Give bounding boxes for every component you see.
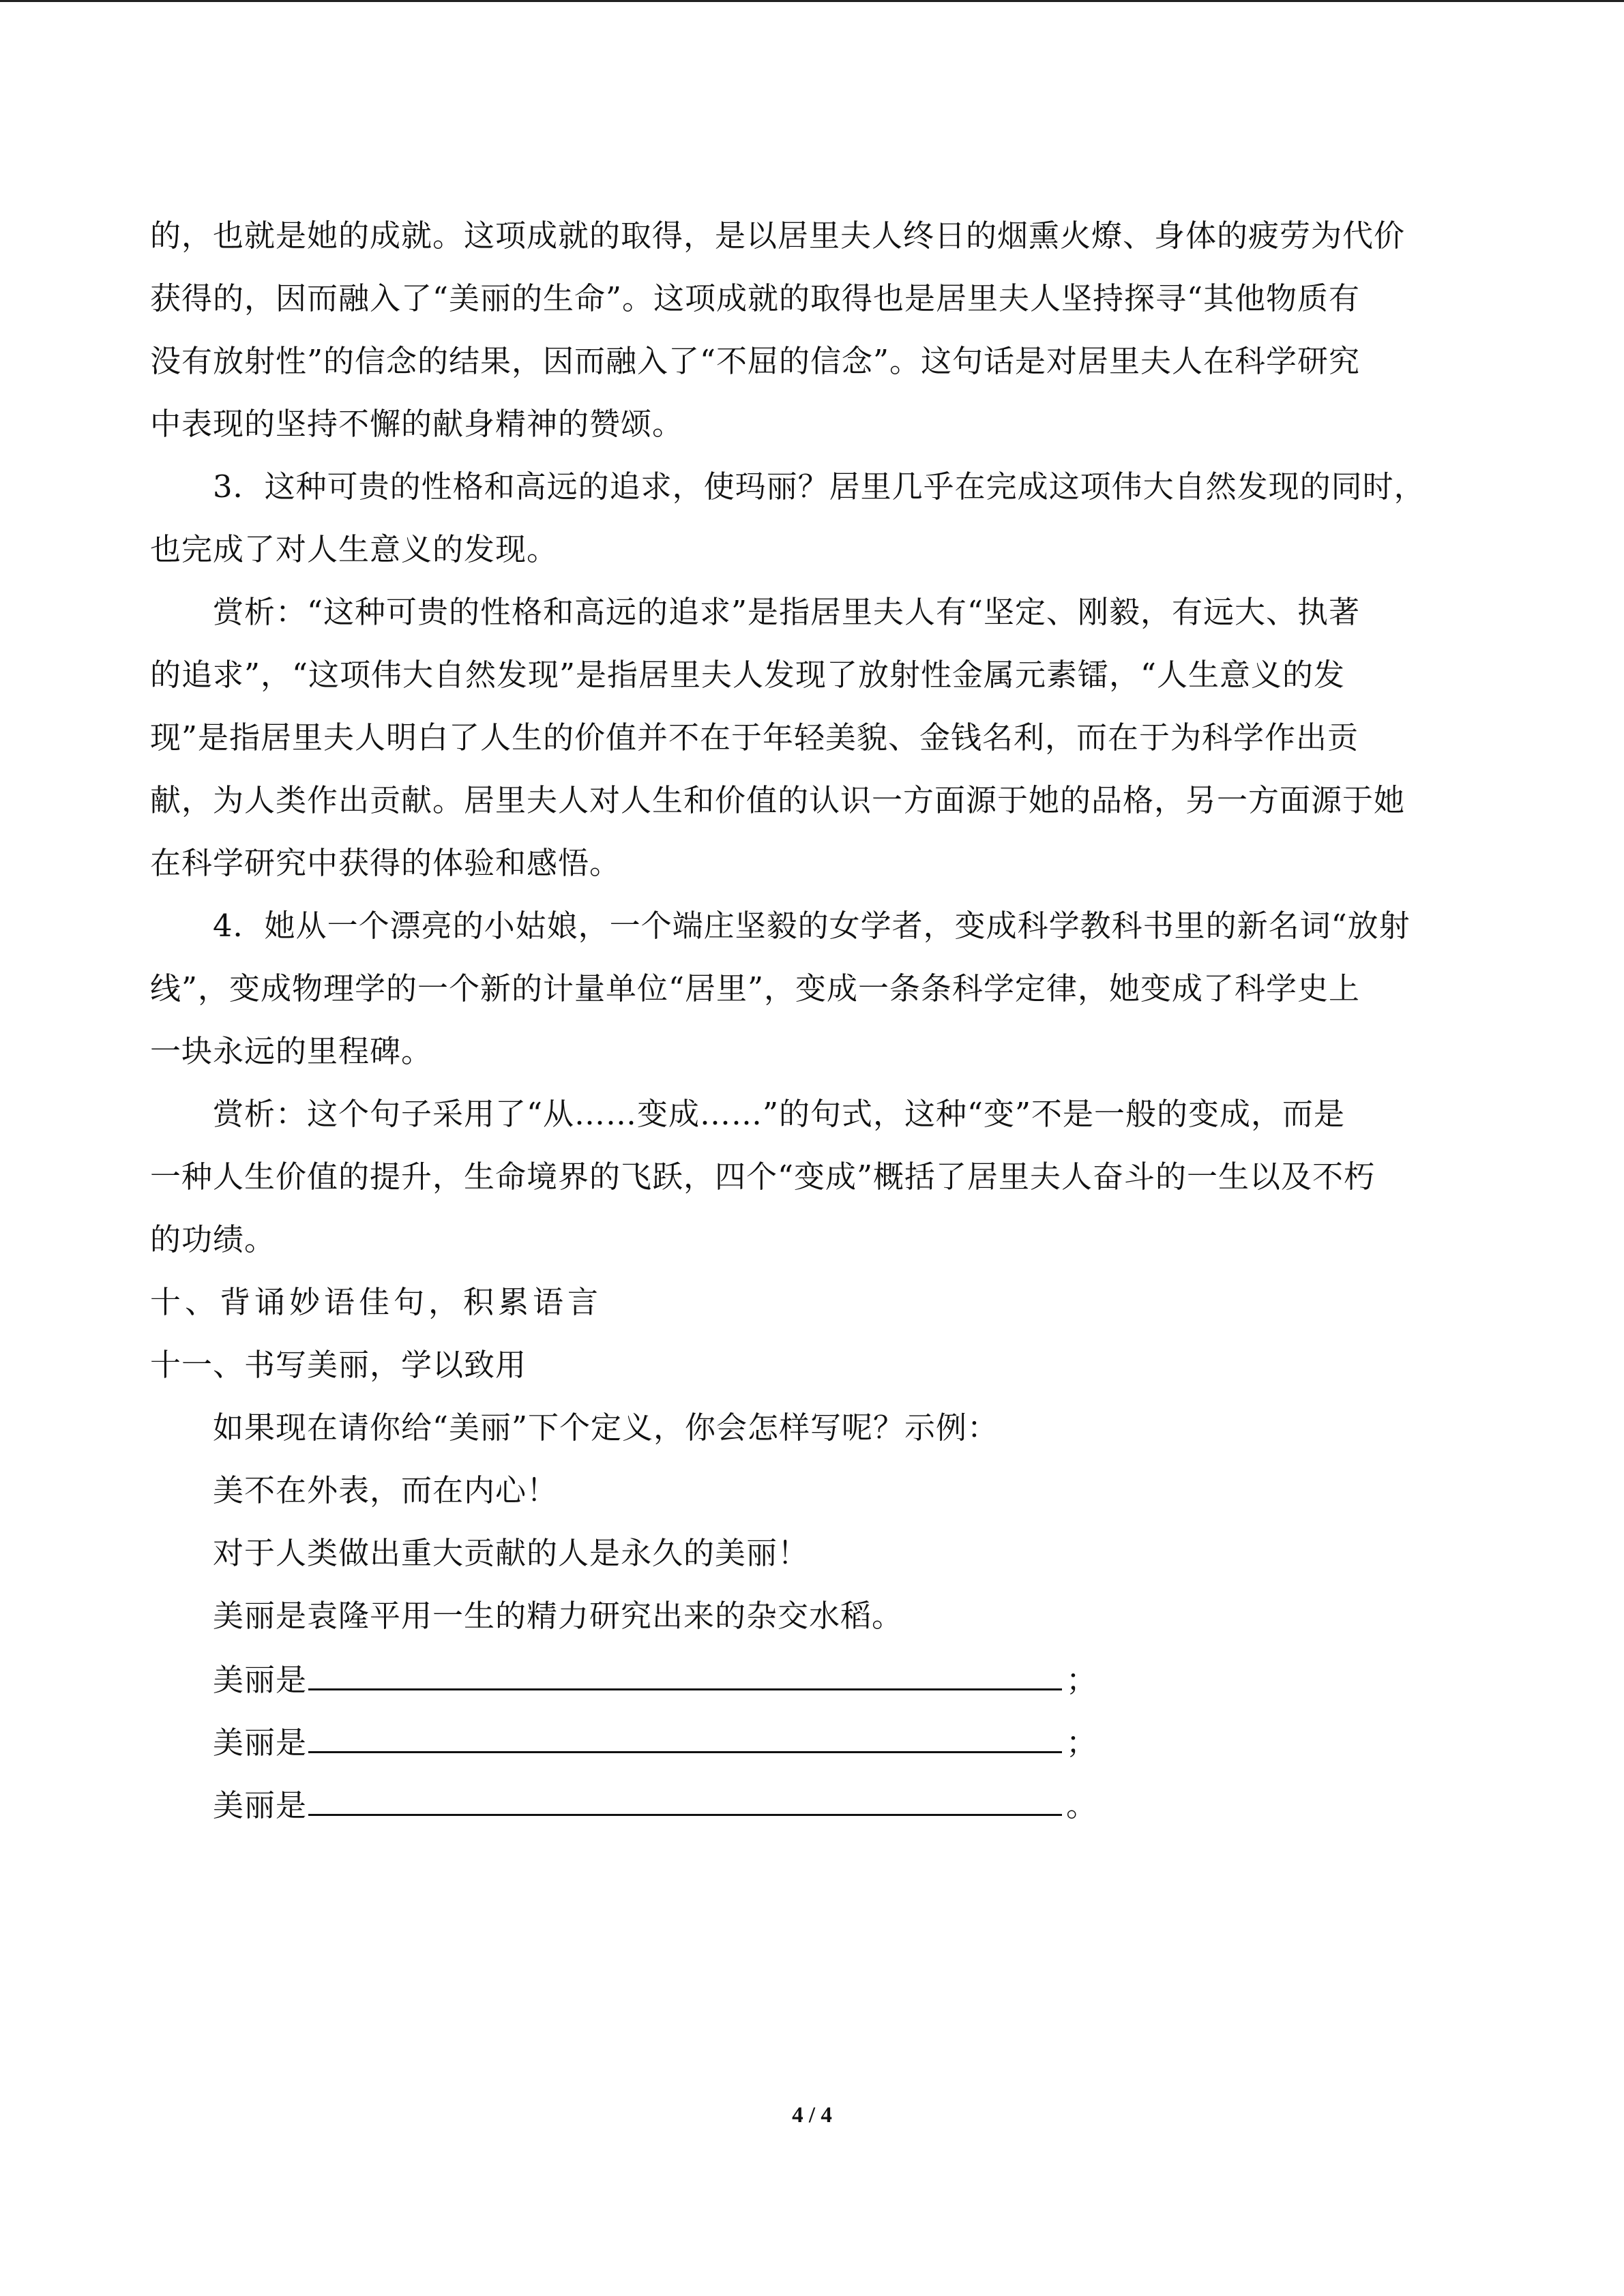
exercise-prompt: 如果现在请你给“美丽”下个定义，你会怎样写呢？示例： [213, 1410, 999, 1446]
paragraph-analysis-3 [150, 581, 1473, 895]
text-line: 现”是指居里夫人明白了人生的价值并不在于年轻美貌、金钱名利，而在于为科学作出贡 [150, 719, 1359, 756]
fill-in-row-2 [150, 1710, 1473, 1773]
text-line: 一种人生价值的提升，生命境界的飞跃，四个“变成”概括了居里夫人奋斗的一生以及不朽 [150, 1159, 1376, 1195]
text-line: 一块永远的里程碑。 [150, 1033, 433, 1069]
text-line: 也完成了对人生意义的发现。 [150, 531, 559, 567]
document-page [150, 205, 1473, 1836]
text-line: 线”，变成物理学的一个新的计量单位“居里”，变成一条条科学定律，她变成了科学史上 [150, 970, 1361, 1007]
section-heading-eleven: 十一、书写美丽，学以致用 [150, 1347, 527, 1383]
text-line: 没有放射性”的信念的结果，因而融入了“不屈的信念”。这句话是对居里夫人在科学研究 [150, 343, 1361, 379]
fill-in-label: 美丽是 [213, 1725, 308, 1761]
paragraph-analysis-4 [150, 1083, 1473, 1271]
text-line: 赏析：“这种可贵的性格和高远的追求”是指居里夫人有“坚定、刚毅，有远大、执著 [213, 594, 1361, 630]
paragraph-item-3 [150, 456, 1473, 581]
text-line: 中表现的坚持不懈的献身精神的赞颂。 [150, 406, 684, 442]
top-border-rule [0, 0, 1624, 2]
fill-in-punctuation: ； [1066, 1662, 1098, 1698]
page-number: 4 / 4 [792, 2103, 832, 2128]
text-line: 的功绩。 [150, 1221, 276, 1257]
section-heading-ten: 十、背诵妙语佳句，积累语言 [150, 1284, 603, 1320]
text-line: 在科学研究中获得的体验和感悟。 [150, 845, 621, 881]
answer-blank[interactable] [308, 1710, 1062, 1753]
fill-in-punctuation: ； [1066, 1725, 1098, 1761]
paragraph-1 [150, 205, 1473, 456]
text-line: 献，为人类作出贡献。居里夫人对人生和价值的认识一方面源于她的品格，另一方面源于她 [150, 782, 1406, 818]
text-line: 的追求”，“这项伟大自然发现”是指居里夫人发现了放射性金属元素镭，“人生意义的发 [150, 657, 1346, 693]
text-line: 赏析：这个句子采用了“从……变成……”的句式，这种“变”不是一般的变成，而是 [213, 1096, 1346, 1132]
text-line: 4．她从一个漂亮的小姑娘，一个端庄坚毅的女学者，变成科学教科书里的新名词“放射 [213, 908, 1411, 944]
answer-blank[interactable] [308, 1773, 1062, 1816]
answer-blank[interactable] [308, 1648, 1062, 1690]
fill-in-punctuation: 。 [1066, 1787, 1098, 1823]
fill-in-row-1 [150, 1648, 1473, 1710]
fill-in-row-3 [150, 1773, 1473, 1836]
text-line: 获得的，因而融入了“美丽的生命”。这项成就的取得也是居里夫人坚持探寻“其他物质有 [150, 280, 1361, 316]
text-line: 3．这种可贵的性格和高远的追求，使玛丽？居里几乎在完成这项伟大自然发现的同时， [213, 468, 1426, 505]
fill-in-label: 美丽是 [213, 1787, 308, 1823]
example-sentence: 美不在外表，而在内心！ [213, 1472, 559, 1508]
text-line: 的，也就是她的成就。这项成就的取得，是以居里夫人终日的烟熏火燎、身体的疲劳为代价 [150, 218, 1406, 254]
example-sentence: 对于人类做出重大贡献的人是永久的美丽！ [213, 1535, 810, 1571]
example-sentence: 美丽是袁隆平用一生的精力研究出来的杂交水稻。 [213, 1598, 904, 1634]
fill-in-label: 美丽是 [213, 1662, 308, 1698]
paragraph-item-4 [150, 895, 1473, 1083]
